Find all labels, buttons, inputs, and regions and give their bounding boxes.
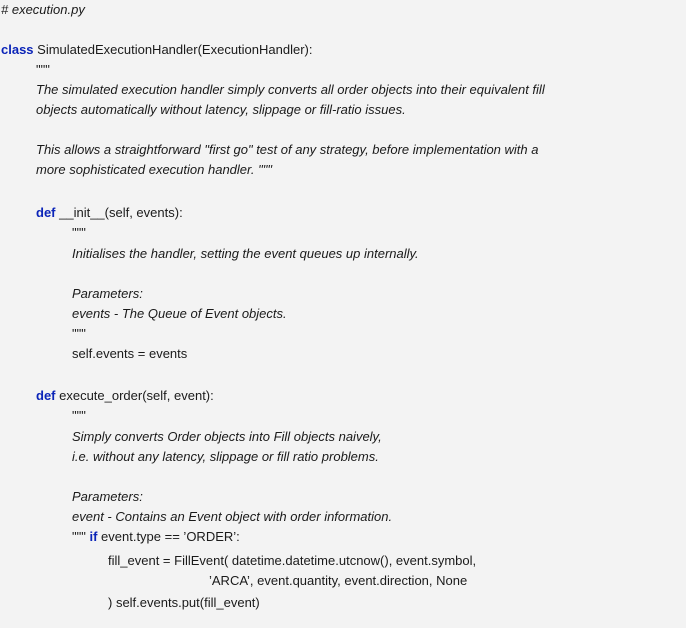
file-comment: # execution.py [1,2,85,17]
def-keyword: def [36,205,56,220]
class-doc-line: This allows a straightforward "first go" test of any strategy, before implementation with a [36,142,539,157]
class-doc-open-quotes: """ [36,62,50,77]
execute-doc-close-quotes: """ [72,529,86,544]
init-params-heading: Parameters: [72,286,143,301]
if-keyword: if [85,529,98,544]
execute-definition-line [36,388,214,404]
execute-signature: execute_order(self, event): [55,388,214,403]
execute-params-heading: Parameters: [72,489,143,504]
class-keyword: class [1,42,34,57]
class-definition-line [1,42,312,58]
init-body-line: self.events = events [72,346,188,361]
fill-event-line: fill_event = FillEvent( datetime.datetime.utcnow(), event.symbol, [108,553,477,568]
execute-doc-line: Simply converts Order objects into Fill objects naively, [72,429,382,444]
if-condition: event.type == ’ORDER’: [97,529,240,544]
init-definition-line [36,205,183,221]
init-param-line: events - The Queue of Event objects. [72,306,287,321]
init-signature: __init__(self, events): [55,205,183,220]
class-doc-line: more sophisticated execution handler. """ [36,162,272,177]
fill-event-line: ) self.events.put(fill_event) [108,595,260,610]
execute-doc-line: i.e. without any latency, slippage or fill ratio problems. [72,449,379,464]
execute-doc-open-quotes: """ [72,408,86,423]
init-doc-line: Initialises the handler, setting the event queues up internally. [72,246,419,261]
init-doc-close-quotes: """ [72,326,86,341]
execute-if-line [72,529,240,545]
class-doc-line: objects automatically without latency, slippage or fill-ratio issues. [36,102,406,117]
class-doc-line: The simulated execution handler simply converts all order objects into their equivalent fill [36,82,545,97]
class-signature: SimulatedExecutionHandler(ExecutionHandler): [33,42,313,57]
fill-event-line: ’ARCA’, event.quantity, event.direction, None [209,573,468,588]
execute-param-line: event - Contains an Event object with order information. [72,509,393,524]
def-keyword: def [36,388,56,403]
init-doc-open-quotes: """ [72,225,86,240]
